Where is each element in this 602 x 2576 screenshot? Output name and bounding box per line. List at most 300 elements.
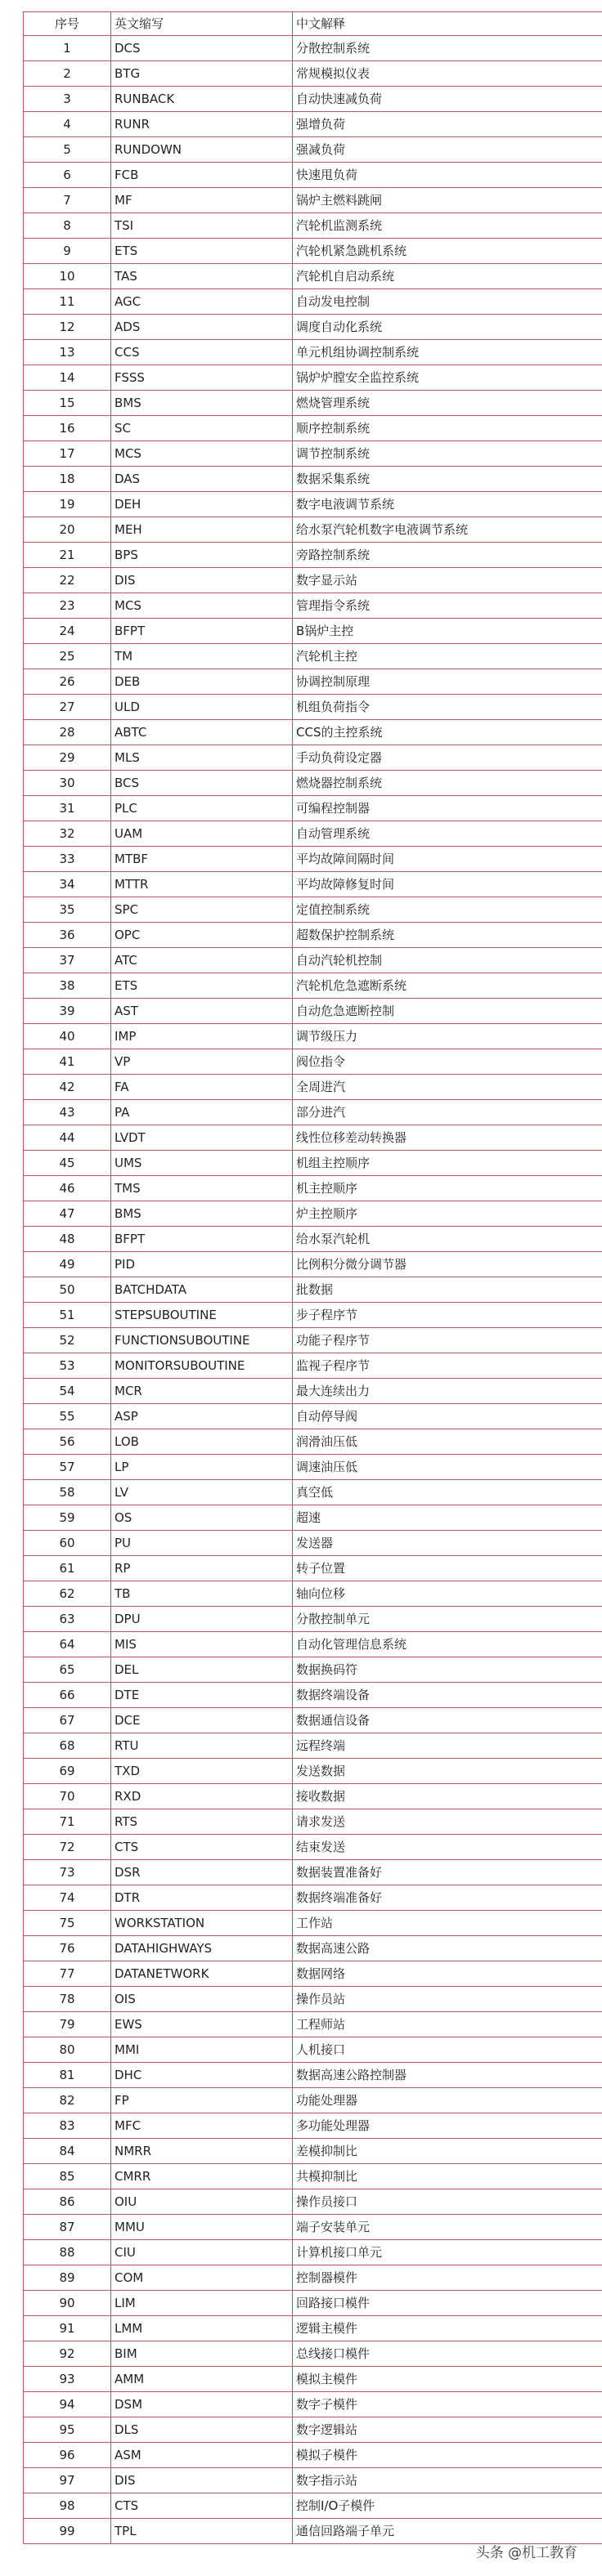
table-row xyxy=(24,1303,602,1328)
row-explanation: 数据高速公路控制器 xyxy=(293,2063,602,2088)
row-index: 62 xyxy=(24,1581,111,1607)
row-explanation: 发送器 xyxy=(293,1531,602,1556)
table-row xyxy=(24,264,602,289)
row-abbreviation: ASP xyxy=(111,1404,293,1429)
table-row xyxy=(24,1759,602,1784)
row-explanation: 线性位移差动转换器 xyxy=(293,1125,602,1151)
row-explanation: 阀位指令 xyxy=(293,1049,602,1075)
row-index: 82 xyxy=(24,2088,111,2113)
row-explanation: 自动化管理信息系统 xyxy=(293,1632,602,1657)
row-explanation: 机组主控顺序 xyxy=(293,1151,602,1176)
table-row xyxy=(24,1429,602,1455)
row-abbreviation: PLC xyxy=(111,796,293,821)
row-abbreviation: LOB xyxy=(111,1429,293,1455)
row-index: 65 xyxy=(24,1657,111,1683)
row-index: 26 xyxy=(24,669,111,695)
row-explanation: 接收数据 xyxy=(293,1784,602,1809)
row-abbreviation: DLS xyxy=(111,2417,293,2443)
row-abbreviation: MCS xyxy=(111,593,293,619)
table-row xyxy=(24,2468,602,2493)
row-abbreviation: DCE xyxy=(111,1708,293,1733)
row-index: 2 xyxy=(24,61,111,87)
watermark: 头条 @机工教育 xyxy=(475,2545,577,2561)
row-explanation: 回路接口模件 xyxy=(293,2291,602,2316)
row-index: 42 xyxy=(24,1075,111,1100)
table-row xyxy=(24,2392,602,2417)
row-index: 75 xyxy=(24,1911,111,1936)
table-row xyxy=(24,1480,602,1505)
table-row xyxy=(24,2113,602,2139)
row-abbreviation: TXD xyxy=(111,1759,293,1784)
table-row xyxy=(24,87,602,112)
table-row xyxy=(24,365,602,391)
row-explanation: 强减负荷 xyxy=(293,137,602,163)
row-index: 89 xyxy=(24,2265,111,2291)
row-explanation: 数据通信设备 xyxy=(293,1708,602,1733)
table-row xyxy=(24,61,602,87)
table-row xyxy=(24,1911,602,1936)
row-index: 24 xyxy=(24,619,111,644)
abbreviation-table xyxy=(23,11,602,2544)
row-abbreviation: NMRR xyxy=(111,2139,293,2164)
header-explanation: 中文解释 xyxy=(293,12,602,36)
table-row xyxy=(24,1455,602,1480)
table-row xyxy=(24,2291,602,2316)
row-explanation: 模拟子模件 xyxy=(293,2443,602,2468)
row-explanation: 远程终端 xyxy=(293,1733,602,1759)
table-body xyxy=(24,36,602,2544)
row-explanation: 汽轮机监测系统 xyxy=(293,213,602,239)
row-abbreviation: AMM xyxy=(111,2367,293,2392)
row-index: 56 xyxy=(24,1429,111,1455)
row-index: 15 xyxy=(24,391,111,416)
row-abbreviation: OPC xyxy=(111,923,293,948)
row-abbreviation: TM xyxy=(111,644,293,669)
table-row xyxy=(24,720,602,745)
table-row xyxy=(24,1277,602,1303)
row-explanation: 监视子程序节 xyxy=(293,1353,602,1379)
row-abbreviation: RXD xyxy=(111,1784,293,1809)
row-explanation: 协调控制原理 xyxy=(293,669,602,695)
row-explanation: 快速甩负荷 xyxy=(293,163,602,188)
row-abbreviation: DATANETWORK xyxy=(111,1961,293,1987)
header-row xyxy=(24,12,602,36)
table-row xyxy=(24,1024,602,1049)
row-index: 80 xyxy=(24,2037,111,2063)
table-row xyxy=(24,2443,602,2468)
row-explanation: 差模抑制比 xyxy=(293,2139,602,2164)
row-index: 95 xyxy=(24,2417,111,2443)
row-explanation: 功能处理器 xyxy=(293,2088,602,2113)
row-abbreviation: DEB xyxy=(111,669,293,695)
row-explanation: 调度自动化系统 xyxy=(293,315,602,340)
table-row xyxy=(24,2139,602,2164)
row-explanation: 定值控制系统 xyxy=(293,897,602,923)
row-abbreviation: FA xyxy=(111,1075,293,1100)
table-row xyxy=(24,1049,602,1075)
row-explanation: 数据采集系统 xyxy=(293,467,602,492)
table-row xyxy=(24,1531,602,1556)
table-row xyxy=(24,213,602,239)
row-explanation: B锅炉主控 xyxy=(293,619,602,644)
row-explanation: 操作员接口 xyxy=(293,2189,602,2215)
row-abbreviation: FCB xyxy=(111,163,293,188)
row-abbreviation: DIS xyxy=(111,568,293,593)
table-row xyxy=(24,2063,602,2088)
table-row xyxy=(24,2189,602,2215)
row-index: 57 xyxy=(24,1455,111,1480)
row-abbreviation: BPS xyxy=(111,543,293,568)
row-index: 14 xyxy=(24,365,111,391)
row-explanation: 多功能处理器 xyxy=(293,2113,602,2139)
row-explanation: 平均故障间隔时间 xyxy=(293,847,602,872)
row-abbreviation: MMU xyxy=(111,2215,293,2240)
row-index: 98 xyxy=(24,2493,111,2519)
table-row xyxy=(24,2265,602,2291)
row-explanation: 分散控制系统 xyxy=(293,36,602,61)
row-index: 88 xyxy=(24,2240,111,2265)
row-explanation: 管理指令系统 xyxy=(293,593,602,619)
row-explanation: CCS的主控系统 xyxy=(293,720,602,745)
table-row xyxy=(24,188,602,213)
table-row xyxy=(24,543,602,568)
row-explanation: 操作员站 xyxy=(293,1987,602,2012)
row-index: 35 xyxy=(24,897,111,923)
row-abbreviation: COM xyxy=(111,2265,293,2291)
row-explanation: 请求发送 xyxy=(293,1809,602,1835)
row-index: 8 xyxy=(24,213,111,239)
row-index: 52 xyxy=(24,1328,111,1353)
row-abbreviation: BMS xyxy=(111,1201,293,1227)
row-index: 99 xyxy=(24,2519,111,2544)
row-abbreviation: OIS xyxy=(111,1987,293,2012)
row-explanation: 人机接口 xyxy=(293,2037,602,2063)
table-row xyxy=(24,2012,602,2037)
row-index: 77 xyxy=(24,1961,111,1987)
row-abbreviation: CTS xyxy=(111,2493,293,2519)
row-index: 72 xyxy=(24,1835,111,1860)
table-row xyxy=(24,644,602,669)
table-row xyxy=(24,872,602,897)
row-index: 34 xyxy=(24,872,111,897)
table-row xyxy=(24,1379,602,1404)
row-index: 28 xyxy=(24,720,111,745)
row-abbreviation: PA xyxy=(111,1100,293,1125)
table-row xyxy=(24,821,602,847)
row-index: 22 xyxy=(24,568,111,593)
row-index: 31 xyxy=(24,796,111,821)
table-row xyxy=(24,1581,602,1607)
row-index: 79 xyxy=(24,2012,111,2037)
row-index: 94 xyxy=(24,2392,111,2417)
row-index: 58 xyxy=(24,1480,111,1505)
row-index: 70 xyxy=(24,1784,111,1809)
table-row xyxy=(24,1708,602,1733)
row-index: 71 xyxy=(24,1809,111,1835)
row-index: 17 xyxy=(24,441,111,467)
row-explanation: 调速油压低 xyxy=(293,1455,602,1480)
table-row xyxy=(24,441,602,467)
row-abbreviation: DATAHIGHWAYS xyxy=(111,1936,293,1961)
row-explanation: 转子位置 xyxy=(293,1556,602,1581)
row-abbreviation: PU xyxy=(111,1531,293,1556)
row-index: 78 xyxy=(24,1987,111,2012)
row-index: 90 xyxy=(24,2291,111,2316)
row-index: 44 xyxy=(24,1125,111,1151)
table-row xyxy=(24,467,602,492)
row-abbreviation: TPL xyxy=(111,2519,293,2544)
row-index: 3 xyxy=(24,87,111,112)
row-index: 27 xyxy=(24,695,111,720)
row-explanation: 汽轮机自启动系统 xyxy=(293,264,602,289)
row-explanation: 燃烧管理系统 xyxy=(293,391,602,416)
row-explanation: 数据高速公路 xyxy=(293,1936,602,1961)
row-index: 67 xyxy=(24,1708,111,1733)
row-index: 64 xyxy=(24,1632,111,1657)
row-explanation: 常规模拟仪表 xyxy=(293,61,602,87)
row-index: 96 xyxy=(24,2443,111,2468)
row-index: 74 xyxy=(24,1885,111,1911)
row-index: 48 xyxy=(24,1227,111,1252)
row-abbreviation: BFPT xyxy=(111,619,293,644)
row-index: 10 xyxy=(24,264,111,289)
table-row xyxy=(24,1607,602,1632)
row-abbreviation: PID xyxy=(111,1252,293,1277)
table-row xyxy=(24,289,602,315)
row-explanation: 汽轮机紧急跳机系统 xyxy=(293,239,602,264)
row-abbreviation: DSM xyxy=(111,2392,293,2417)
row-abbreviation: OS xyxy=(111,1505,293,1531)
table-row xyxy=(24,1075,602,1100)
row-index: 76 xyxy=(24,1936,111,1961)
row-abbreviation: LV xyxy=(111,1480,293,1505)
table-row xyxy=(24,315,602,340)
row-abbreviation: ETS xyxy=(111,239,293,264)
row-abbreviation: MIS xyxy=(111,1632,293,1657)
table-row xyxy=(24,771,602,796)
row-index: 43 xyxy=(24,1100,111,1125)
row-abbreviation: RUNBACK xyxy=(111,87,293,112)
row-index: 59 xyxy=(24,1505,111,1531)
row-index: 33 xyxy=(24,847,111,872)
row-abbreviation: TB xyxy=(111,1581,293,1607)
row-abbreviation: EWS xyxy=(111,2012,293,2037)
row-index: 16 xyxy=(24,416,111,441)
row-explanation: 汽轮机危急遮断系统 xyxy=(293,973,602,999)
row-abbreviation: AST xyxy=(111,999,293,1024)
row-index: 9 xyxy=(24,239,111,264)
row-index: 49 xyxy=(24,1252,111,1277)
header-abbreviation: 英文缩写 xyxy=(111,12,293,36)
row-index: 39 xyxy=(24,999,111,1024)
row-index: 23 xyxy=(24,593,111,619)
row-explanation: 控制器模件 xyxy=(293,2265,602,2291)
table-row xyxy=(24,1328,602,1353)
row-abbreviation: LVDT xyxy=(111,1125,293,1151)
row-abbreviation: TMS xyxy=(111,1176,293,1201)
row-index: 53 xyxy=(24,1353,111,1379)
table-row xyxy=(24,2417,602,2443)
table-row xyxy=(24,1936,602,1961)
row-explanation: 可编程控制器 xyxy=(293,796,602,821)
row-abbreviation: CIU xyxy=(111,2240,293,2265)
table-row xyxy=(24,1987,602,2012)
row-abbreviation: BMS xyxy=(111,391,293,416)
row-abbreviation: CCS xyxy=(111,340,293,365)
row-abbreviation: DEH xyxy=(111,492,293,517)
table-row xyxy=(24,1100,602,1125)
row-index: 19 xyxy=(24,492,111,517)
table-row xyxy=(24,568,602,593)
table-row xyxy=(24,1809,602,1835)
row-abbreviation: BFPT xyxy=(111,1227,293,1252)
row-abbreviation: WORKSTATION xyxy=(111,1911,293,1936)
row-explanation: 润滑油压低 xyxy=(293,1429,602,1455)
table-row xyxy=(24,391,602,416)
table-row xyxy=(24,2519,602,2544)
row-abbreviation: MCR xyxy=(111,1379,293,1404)
row-index: 5 xyxy=(24,137,111,163)
table-row xyxy=(24,1657,602,1683)
row-abbreviation: RTU xyxy=(111,1733,293,1759)
row-abbreviation: CTS xyxy=(111,1835,293,1860)
table-row xyxy=(24,1632,602,1657)
row-abbreviation: LMM xyxy=(111,2316,293,2341)
table-row xyxy=(24,1505,602,1531)
table-row xyxy=(24,36,602,61)
row-explanation: 自动停导阀 xyxy=(293,1404,602,1429)
row-explanation: 数据网络 xyxy=(293,1961,602,1987)
row-abbreviation: FUNCTIONSUBOUTINE xyxy=(111,1328,293,1353)
table-row xyxy=(24,492,602,517)
row-abbreviation: MTTR xyxy=(111,872,293,897)
row-explanation: 汽轮机主控 xyxy=(293,644,602,669)
row-explanation: 结束发送 xyxy=(293,1835,602,1860)
row-abbreviation: DCS xyxy=(111,36,293,61)
row-abbreviation: DHC xyxy=(111,2063,293,2088)
row-explanation: 发送数据 xyxy=(293,1759,602,1784)
row-explanation: 轴向位移 xyxy=(293,1581,602,1607)
row-explanation: 炉主控顺序 xyxy=(293,1201,602,1227)
row-abbreviation: FSSS xyxy=(111,365,293,391)
row-explanation: 数字子模件 xyxy=(293,2392,602,2417)
row-index: 85 xyxy=(24,2164,111,2189)
row-index: 12 xyxy=(24,315,111,340)
row-index: 41 xyxy=(24,1049,111,1075)
table-row xyxy=(24,897,602,923)
table-row xyxy=(24,1125,602,1151)
table-row xyxy=(24,1961,602,1987)
row-explanation: 强增负荷 xyxy=(293,112,602,137)
row-index: 60 xyxy=(24,1531,111,1556)
table-row xyxy=(24,1784,602,1809)
table-row xyxy=(24,2367,602,2392)
table-row xyxy=(24,2316,602,2341)
table-row xyxy=(24,1733,602,1759)
table-row xyxy=(24,2240,602,2265)
row-abbreviation: ASM xyxy=(111,2443,293,2468)
row-explanation: 共模抑制比 xyxy=(293,2164,602,2189)
row-index: 97 xyxy=(24,2468,111,2493)
row-explanation: 比例积分微分调节器 xyxy=(293,1252,602,1277)
row-explanation: 自动快速减负荷 xyxy=(293,87,602,112)
table-row xyxy=(24,1151,602,1176)
row-explanation: 计算机接口单元 xyxy=(293,2240,602,2265)
row-explanation: 数字显示站 xyxy=(293,568,602,593)
row-abbreviation: UAM xyxy=(111,821,293,847)
row-abbreviation: AGC xyxy=(111,289,293,315)
row-index: 30 xyxy=(24,771,111,796)
row-explanation: 超数保护控制系统 xyxy=(293,923,602,948)
table-row xyxy=(24,745,602,771)
table-row xyxy=(24,2493,602,2519)
row-explanation: 控制I/O子模件 xyxy=(293,2493,602,2519)
row-abbreviation: DEL xyxy=(111,1657,293,1683)
table-row xyxy=(24,2164,602,2189)
row-index: 36 xyxy=(24,923,111,948)
row-abbreviation: DPU xyxy=(111,1607,293,1632)
row-abbreviation: TAS xyxy=(111,264,293,289)
table-row xyxy=(24,695,602,720)
row-explanation: 最大连续出力 xyxy=(293,1379,602,1404)
row-explanation: 给水泵汽轮机 xyxy=(293,1227,602,1252)
row-abbreviation: ABTC xyxy=(111,720,293,745)
header-index: 序号 xyxy=(24,12,111,36)
row-explanation: 旁路控制系统 xyxy=(293,543,602,568)
row-explanation: 锅炉主燃料跳闸 xyxy=(293,188,602,213)
row-explanation: 燃烧器控制系统 xyxy=(293,771,602,796)
table-row xyxy=(24,999,602,1024)
row-index: 40 xyxy=(24,1024,111,1049)
row-index: 83 xyxy=(24,2113,111,2139)
row-explanation: 数据终端准备好 xyxy=(293,1885,602,1911)
row-index: 54 xyxy=(24,1379,111,1404)
table-row xyxy=(24,340,602,365)
row-abbreviation: DIS xyxy=(111,2468,293,2493)
row-abbreviation: LIM xyxy=(111,2291,293,2316)
row-index: 18 xyxy=(24,467,111,492)
table-row xyxy=(24,1860,602,1885)
row-abbreviation: BCS xyxy=(111,771,293,796)
row-abbreviation: FP xyxy=(111,2088,293,2113)
row-index: 66 xyxy=(24,1683,111,1708)
row-explanation: 调节级压力 xyxy=(293,1024,602,1049)
row-explanation: 数据换码符 xyxy=(293,1657,602,1683)
table-row xyxy=(24,2215,602,2240)
row-explanation: 真空低 xyxy=(293,1480,602,1505)
row-explanation: 数字指示站 xyxy=(293,2468,602,2493)
row-abbreviation: MEH xyxy=(111,517,293,543)
table-row xyxy=(24,2341,602,2367)
table-row xyxy=(24,1353,602,1379)
row-index: 4 xyxy=(24,112,111,137)
row-abbreviation: ADS xyxy=(111,315,293,340)
row-abbreviation: BATCHDATA xyxy=(111,1277,293,1303)
row-index: 37 xyxy=(24,948,111,973)
row-explanation: 部分进汽 xyxy=(293,1100,602,1125)
table-row xyxy=(24,593,602,619)
table-row xyxy=(24,1683,602,1708)
row-explanation: 分散控制单元 xyxy=(293,1607,602,1632)
row-index: 11 xyxy=(24,289,111,315)
table-row xyxy=(24,2037,602,2063)
row-explanation: 超速 xyxy=(293,1505,602,1531)
row-explanation: 给水泵汽轮机数字电液调节系统 xyxy=(293,517,602,543)
row-explanation: 通信回路端子单元 xyxy=(293,2519,602,2544)
row-abbreviation: ETS xyxy=(111,973,293,999)
row-explanation: 模拟主模件 xyxy=(293,2367,602,2392)
row-abbreviation: RP xyxy=(111,1556,293,1581)
